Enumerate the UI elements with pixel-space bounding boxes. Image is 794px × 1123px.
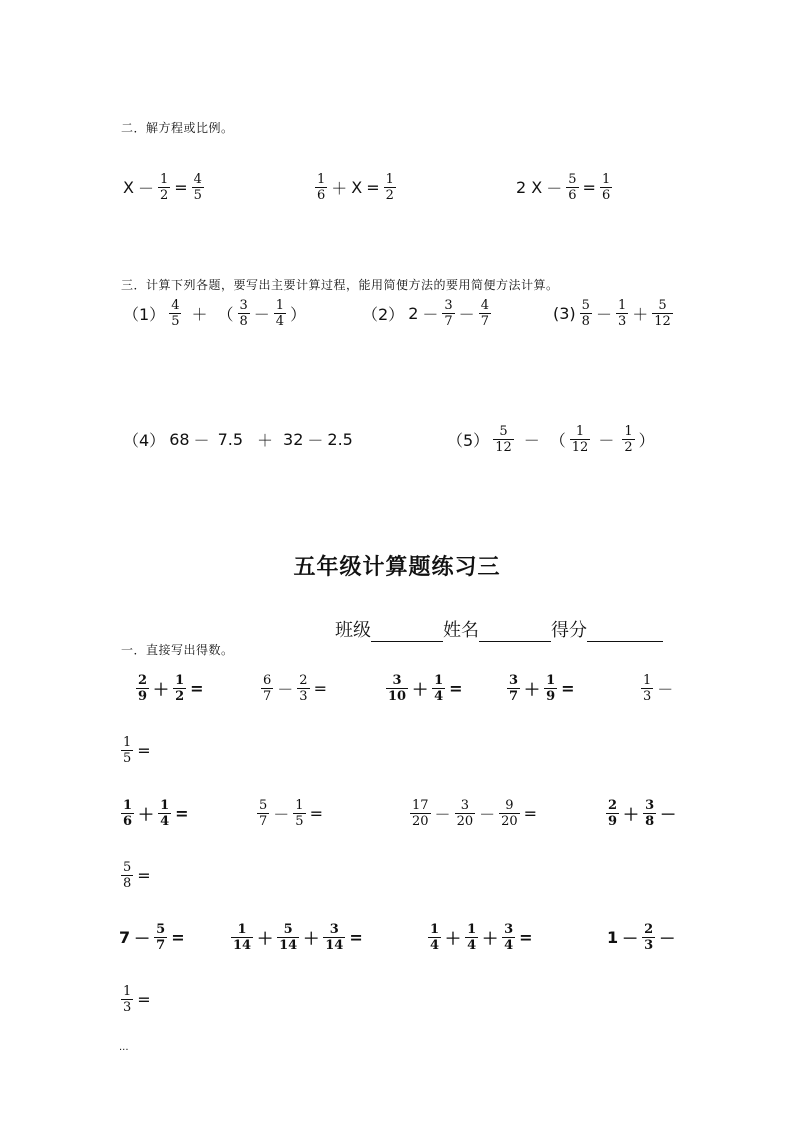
student-info-line	[335, 616, 663, 642]
equals: =	[174, 178, 188, 197]
item-r3-d-part1: 1 － $\frac{2}{3}$ －	[607, 922, 676, 953]
item-r1-e-part2: $\frac{1}{5}$ =	[123, 735, 151, 766]
problem-3	[551, 298, 675, 329]
problem-label: （2）	[362, 305, 405, 324]
operator: －	[598, 431, 615, 450]
fraction: $\frac{5}{12}$	[495, 424, 512, 455]
operator: ＋	[331, 179, 348, 198]
number: 68	[169, 430, 190, 449]
operator: ＋	[632, 305, 649, 324]
item-r3-d-part2: $\frac{1}{3}$ =	[123, 984, 151, 1015]
fraction: $\frac{4}{7}$	[480, 298, 489, 329]
equation-1	[121, 172, 206, 203]
fraction: $\frac{1}{3}$	[617, 298, 627, 329]
number: 2	[408, 304, 419, 323]
section-3-heading: 三．计算下列各题，要写出主要计算过程，能用简便方法的要用简便方法计算。	[121, 278, 559, 292]
problem-label: (3)	[553, 304, 576, 323]
variable: X	[351, 178, 363, 197]
equals: =	[582, 178, 596, 197]
item-r3-a: 7 － $\frac{5}{7}$ =	[119, 922, 185, 953]
item-r1-c: $\frac{3}{10}$ ＋ $\frac{1}{4}$ =	[388, 673, 463, 704]
paren: ）	[290, 305, 307, 324]
number: 32	[283, 430, 304, 449]
fraction: $\frac{1}{12}$	[571, 424, 589, 455]
fraction: $\frac{5}{8}$	[581, 298, 590, 329]
item-r2-d-part2: $\frac{5}{8}$ =	[123, 860, 151, 891]
item-r3-b: $\frac{1}{14}$ ＋ $\frac{5}{14}$ ＋ $\frac{3}{14}$ =	[233, 922, 363, 953]
number: 7.5	[217, 430, 244, 449]
paren: （	[217, 305, 234, 324]
section-2-heading: 二．解方程或比例。	[121, 121, 234, 135]
fraction: $\frac{1}{2}$	[624, 424, 633, 455]
item-r1-b: $\frac{6}{7}$ － $\frac{2}{3}$ =	[263, 673, 327, 704]
problem-2	[360, 298, 493, 329]
fraction: $\frac{3}{7}$	[444, 298, 453, 329]
variable: 2 X	[516, 178, 543, 197]
problem-5	[445, 424, 657, 455]
fraction: $\frac{3}{8}$	[239, 298, 248, 329]
item-r2-b: $\frac{5}{7}$ － $\frac{1}{5}$ =	[259, 798, 323, 829]
operator: －	[307, 431, 324, 450]
item-r1-a: $\frac{2}{9}$ ＋ $\frac{1}{2}$ =	[138, 673, 204, 704]
item-r2-d-part1: $\frac{2}{9}$ ＋ $\frac{3}{8}$ －	[608, 798, 677, 829]
class-blank[interactable]	[371, 623, 443, 642]
fraction: $\frac{5}{12}$	[654, 298, 671, 329]
operator: －	[523, 431, 540, 450]
fraction: $\frac{4}{5}$	[193, 172, 202, 203]
fraction: $\frac{1}{6}$	[601, 172, 611, 203]
item-r1-d: $\frac{3}{7}$ ＋ $\frac{1}{9}$ =	[509, 673, 575, 704]
operator: －	[137, 179, 154, 198]
fraction: $\frac{1}{2}$	[159, 172, 169, 203]
problem-label: （5）	[447, 431, 490, 450]
item-r2-c: $\frac{17}{20}$ － $\frac{3}{20}$ － $\frac{9}{20}$ =	[412, 798, 538, 829]
equals: =	[366, 178, 380, 197]
paren: （	[549, 431, 566, 450]
operator: ＋	[191, 305, 208, 324]
section-1-heading: 一．直接写出得数。	[121, 643, 234, 657]
problem-4	[121, 428, 355, 451]
fraction: $\frac{4}{5}$	[171, 298, 180, 329]
fraction: $\frac{1}{2}$	[385, 172, 394, 203]
operator: －	[458, 305, 475, 324]
score-blank[interactable]	[587, 623, 663, 642]
equation-2	[313, 172, 398, 203]
item-r3-c: $\frac{1}{4}$ ＋ $\frac{1}{4}$ ＋ $\frac{3}{4}$ =	[430, 922, 533, 953]
operator: －	[595, 305, 612, 324]
operator: －	[422, 305, 439, 324]
operator: －	[193, 431, 210, 450]
paren: ）	[638, 431, 655, 450]
page-title: 五年级计算题练习三	[293, 555, 501, 580]
problem-label: （4）	[123, 431, 166, 450]
ellipsis: ...	[119, 1042, 129, 1053]
operator: ＋	[257, 431, 274, 450]
item-r1-e-part1: $\frac{1}{3}$ －	[643, 673, 674, 704]
name-blank[interactable]	[479, 623, 551, 642]
problem-1	[121, 298, 308, 329]
number: 2.5	[327, 430, 353, 449]
problem-label: （1）	[123, 305, 166, 324]
fraction: $\frac{1}{4}$	[275, 298, 285, 329]
score-label: 得分	[551, 620, 587, 641]
fraction: $\frac{5}{6}$	[568, 172, 577, 203]
item-r2-a: $\frac{1}{6}$ ＋ $\frac{1}{4}$ =	[123, 798, 189, 829]
variable: X	[123, 178, 134, 197]
operator: －	[546, 179, 563, 198]
operator: －	[253, 305, 270, 324]
fraction: $\frac{1}{6}$	[317, 172, 326, 203]
class-label: 班级	[335, 620, 371, 641]
equation-3	[514, 172, 614, 203]
name-label: 姓名	[443, 620, 479, 641]
